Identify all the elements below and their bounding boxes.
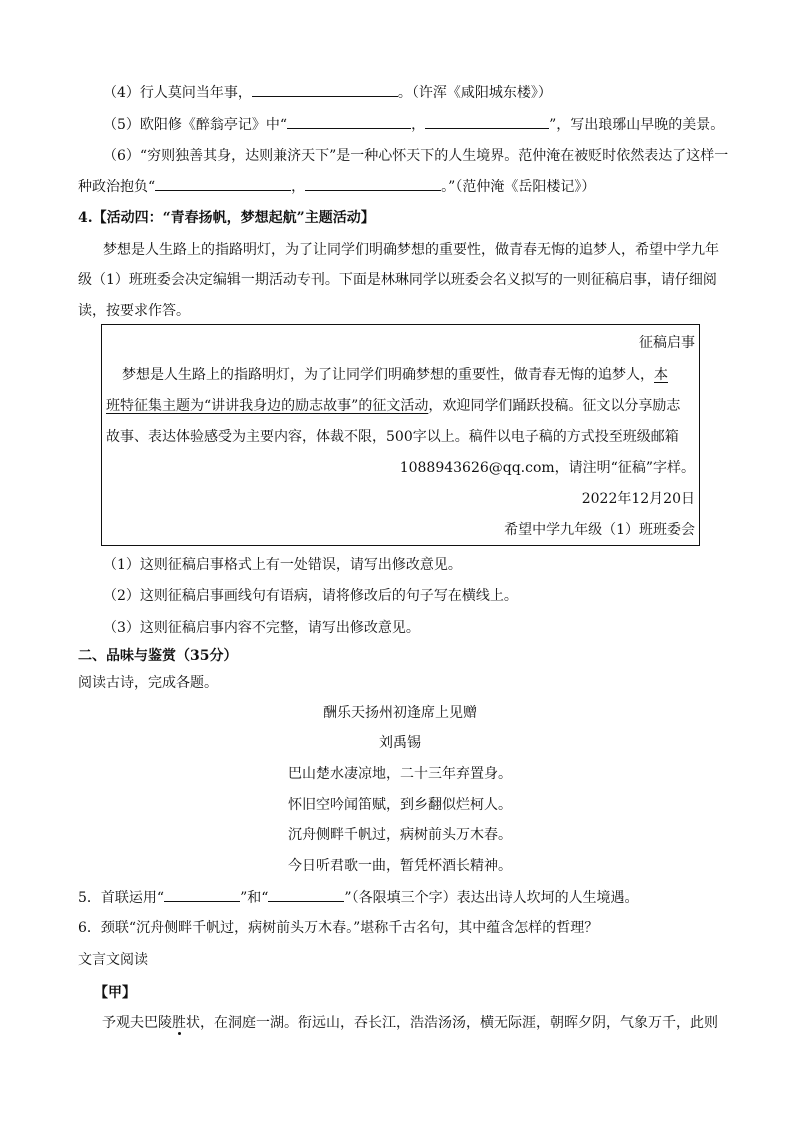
poem-line: 怀旧空吟闻笛赋，到乡翻似烂柯人。 bbox=[288, 797, 512, 813]
q4-sub2: （2）这则征稿启事画线句有语病，请将修改后的句子写在横线上。 bbox=[103, 588, 518, 604]
answer-blank[interactable] bbox=[287, 114, 411, 129]
poem-line: 沉舟侧畔千帆过，病树前头万木春。 bbox=[288, 827, 512, 843]
notice-line4: 1088943626@qq.com，请注明“征稿”字样。 bbox=[399, 460, 695, 476]
underlined-sentence: 班特征集主题为“讲讲我身边的励志故事”的征文活动 bbox=[106, 398, 429, 414]
q3-item6-line1: （6）“穷则独善其身，达则兼济天下”是一种心怀天下的人生境界。范仲淹在被贬时依然表达了这样一 bbox=[103, 148, 729, 164]
q6: 6．颈联“沉舟侧畔千帆过，病树前头万木春。”堪称千古名句，其中蕴含怎样的哲理？ bbox=[78, 920, 599, 936]
classical-heading: 文言文阅读 bbox=[78, 952, 148, 968]
section2-title: 二、品味与鉴赏（35分） bbox=[78, 648, 238, 664]
answer-blank[interactable] bbox=[425, 114, 549, 129]
q4-title: 4.【活动四：“青春扬帆，梦想起航”主题活动】 bbox=[78, 210, 375, 226]
poem-author: 刘禹锡 bbox=[379, 735, 421, 751]
q4-intro-line2: 级（1）班班委会决定编辑一期活动专刊。下面是林琳同学以班委会名义拟写的一则征稿启事，请仔细阅 bbox=[78, 272, 717, 288]
answer-blank[interactable] bbox=[155, 176, 291, 191]
q4-sub1: （1）这则征稿启事格式上有一处错误，请写出修改意见。 bbox=[103, 557, 462, 573]
notice-box bbox=[101, 324, 700, 546]
answer-blank[interactable] bbox=[164, 887, 240, 902]
q4-intro-line3: 读，按要求作答。 bbox=[78, 303, 190, 319]
answer-blank[interactable] bbox=[268, 887, 344, 902]
q3-item4: （4）行人莫问当年事， 。（许浑《咸阳城东楼》） bbox=[103, 82, 552, 103]
notice-line1: 梦想是人生路上的指路明灯，为了让同学们明确梦想的重要性，做青春无悔的追梦人，本 bbox=[122, 367, 668, 383]
section2-instruction: 阅读古诗，完成各题。 bbox=[78, 675, 218, 691]
q4-sub3: （3）这则征稿启事内容不完整，请写出修改意见。 bbox=[103, 620, 420, 636]
classical-text: 予观夫巴陵胜状，在洞庭一湖。衔远山，吞长江，浩浩汤汤，横无际涯，朝晖夕阴，气象万千，此则 bbox=[102, 1015, 718, 1031]
q5: 5．首联运用“ ”和“ ”（各限填三个字）表达出诗人坎坷的人生境遇。 bbox=[78, 887, 639, 908]
q4-intro-line1: 梦想是人生路上的指路明灯，为了让同学们明确梦想的重要性，做青春无悔的追梦人，希望中学九年 bbox=[103, 242, 719, 258]
notice-signature: 希望中学九年级（1）班班委会 bbox=[504, 522, 695, 538]
underlined-sentence: 本 bbox=[654, 367, 668, 383]
notice-line3: 故事、表达体验感受为主要内容，体裁不限，500字以上。稿件以电子稿的方式投至班级邮箱 bbox=[106, 429, 679, 445]
poem-line: 巴山楚水凄凉地，二十三年弃置身。 bbox=[288, 766, 512, 782]
emphasis-dot-char: 胜 bbox=[172, 1015, 186, 1031]
answer-blank[interactable] bbox=[252, 82, 398, 97]
notice-date: 2022年12月20日 bbox=[581, 491, 695, 507]
notice-line2: 班特征集主题为“讲讲我身边的励志故事”的征文活动，欢迎同学们踊跃投稿。征文以分享励志 bbox=[106, 398, 681, 414]
notice-heading: 征稿启事 bbox=[639, 335, 695, 351]
answer-blank[interactable] bbox=[305, 176, 441, 191]
poem-title: 酬乐天扬州初逢席上见赠 bbox=[323, 705, 477, 721]
q3-item6-line2: 种政治抱负“ ， 。”（范仲淹《岳阳楼记》） bbox=[78, 176, 595, 197]
q3-item5: （5）欧阳修《醉翁亭记》中“ ， ”，写出琅琊山早晚的美景。 bbox=[103, 114, 724, 135]
poem-line: 今日听君歌一曲，暂凭杯酒长精神。 bbox=[288, 858, 512, 874]
classical-part-label: 【甲】 bbox=[94, 985, 136, 1001]
